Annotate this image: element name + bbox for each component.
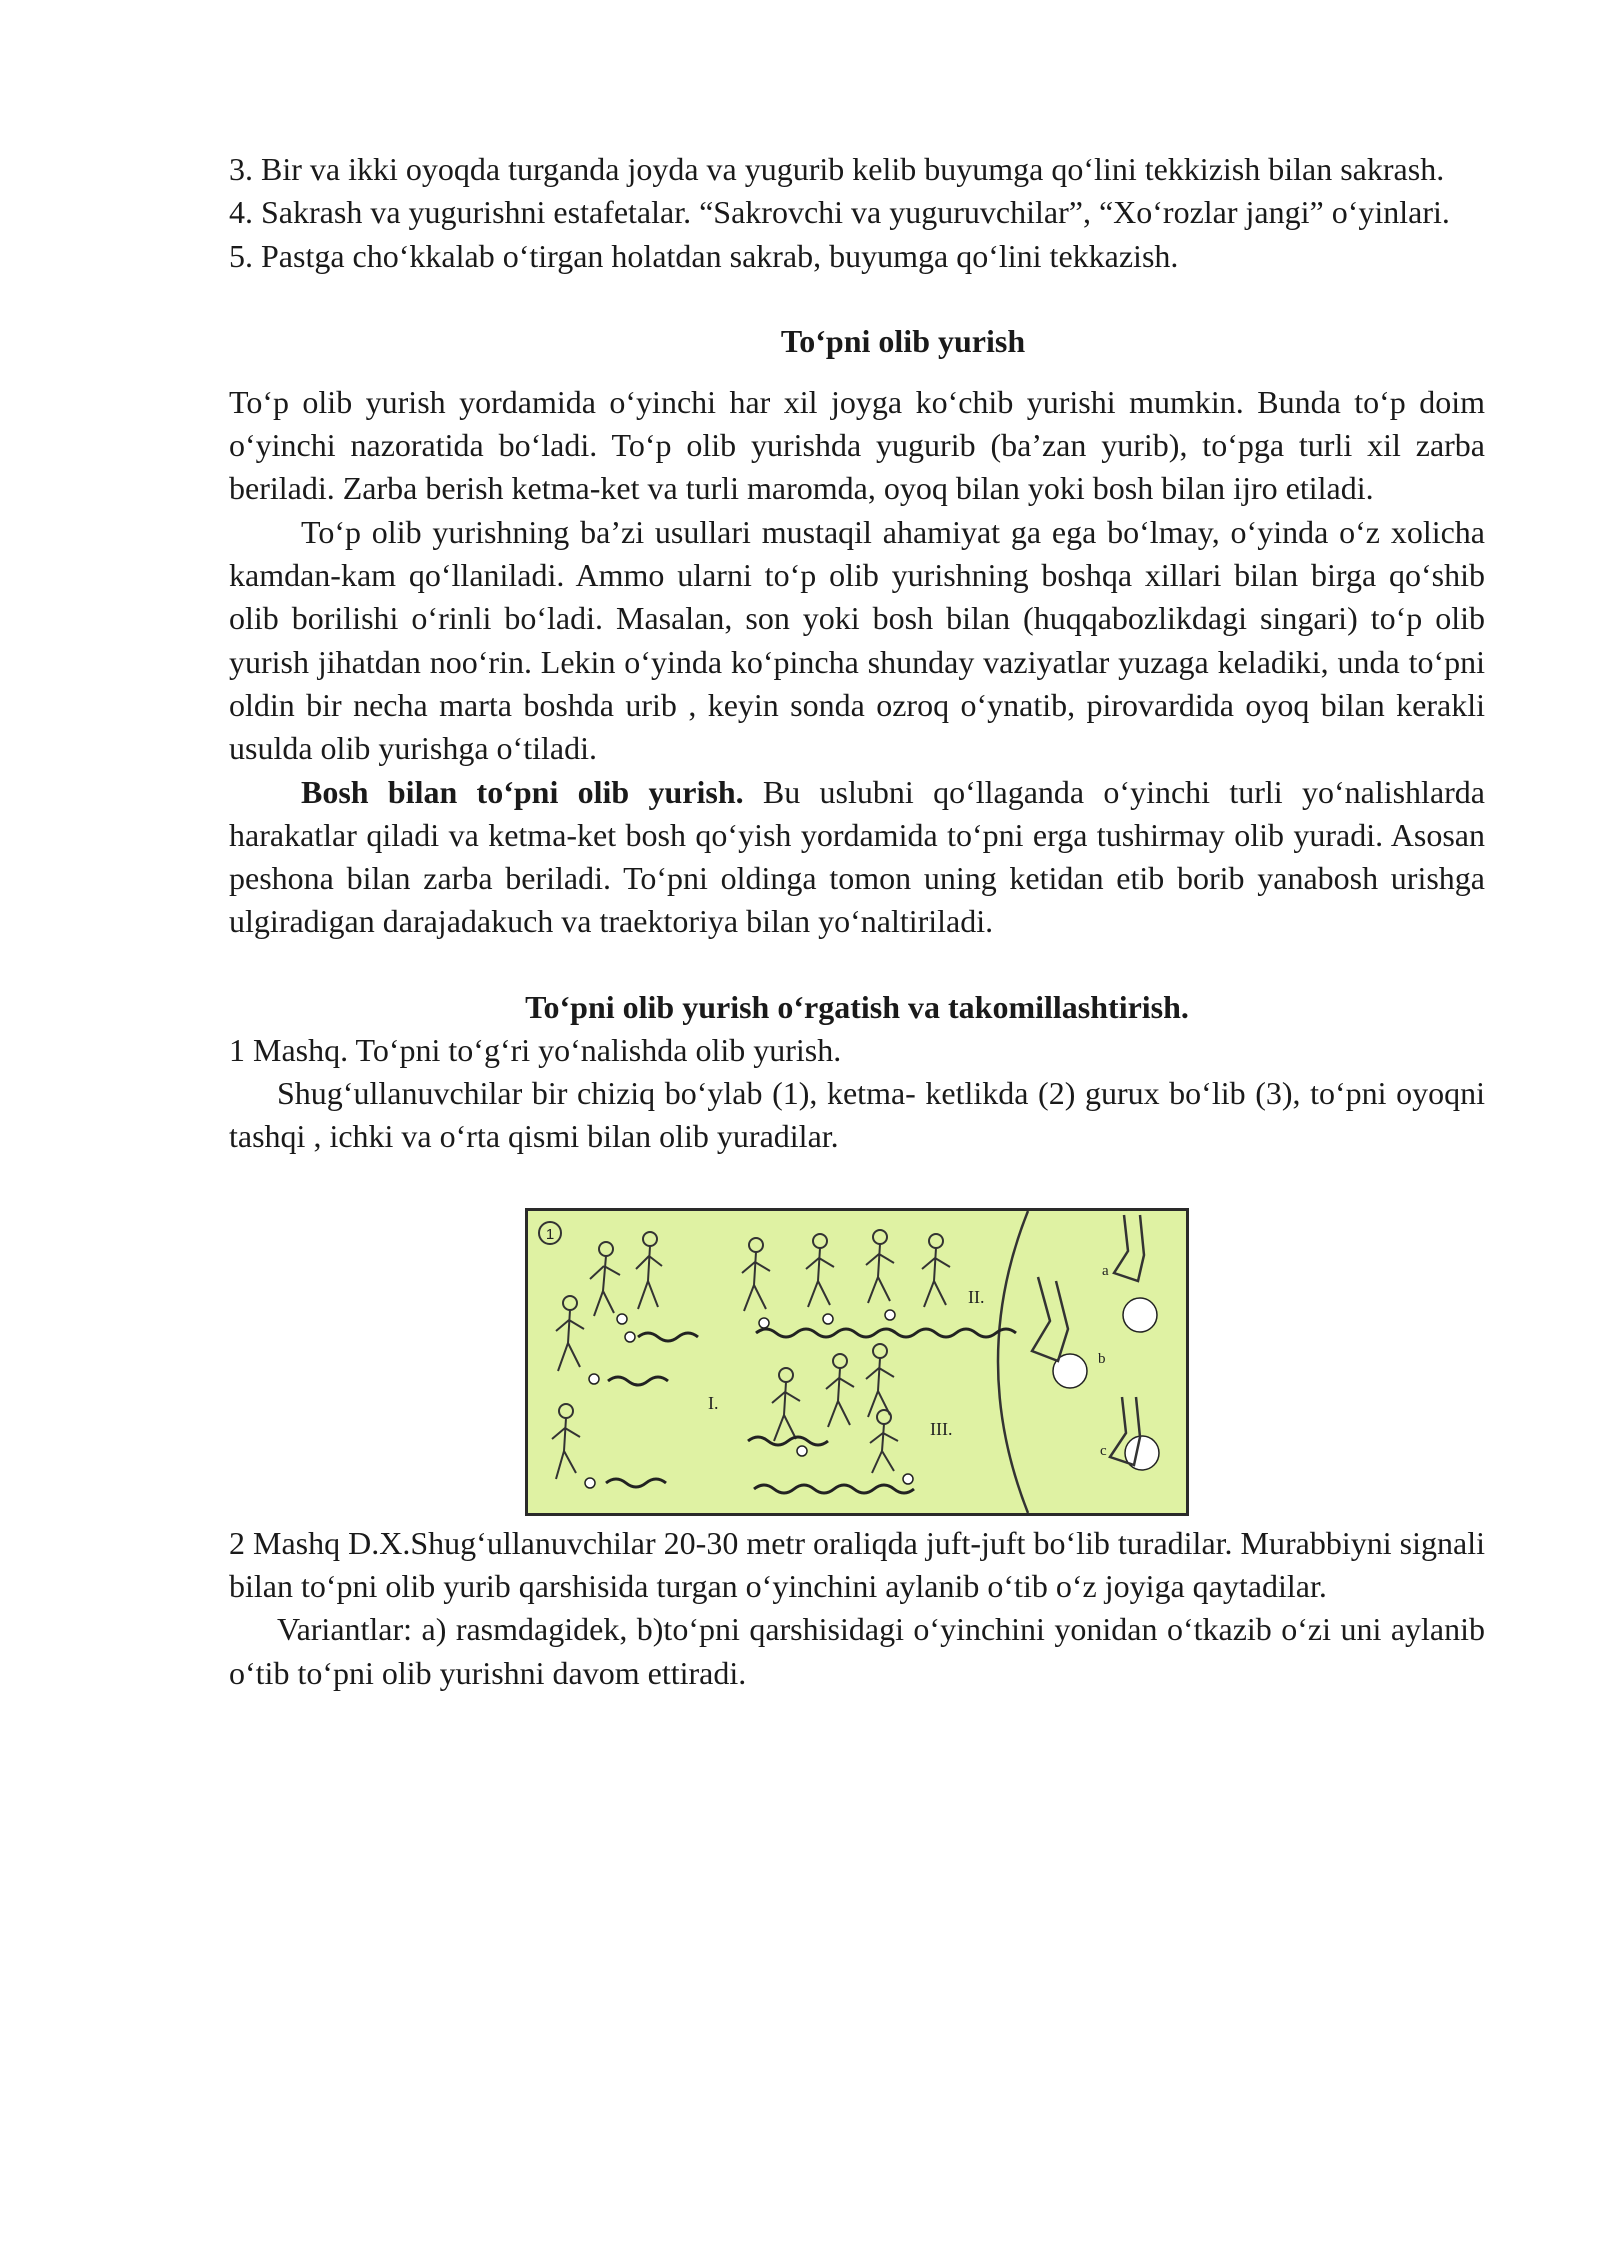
dribble-arrow [606,1479,666,1487]
figure-wrapper [229,1208,1485,1516]
player-figure [636,1232,662,1309]
player-figure [866,1230,894,1303]
balls-group [585,1298,1159,1488]
dribble-arrow [638,1333,698,1341]
label-iii: III. [930,1418,953,1439]
paragraph-methods: To‘p olib yurishning ba’zi usullari mustaqil ahamiyat ga ega bo‘lmay, o‘yinda o‘z xolicha kamdan-kam qo‘llaniladi. Ammo ularni to‘p olib yurishning boshqa xillari bilan birga qo‘shib olib borilishi o‘rinli bo‘ladi. Masalan, son yoki bosh bilan (huqqabozlikdagi singari) to‘p olib yurish jihatdan noo‘rin. Lekin o‘yinda ko‘pincha shunday vaziyatlar yuzaga keladiki, unda to‘pni oldin bir necha marta boshda urib , keyin sonda ozroq o‘ynatib, pirovardida oyoq bilan kerakli usulda olib yurishga o‘tiladi. [229,513,1485,767]
list-item-3: 3. Bir va ikki oyoqda turganda joyda va yugurib kelib buyumga qo‘lini tekkizish bilan sakrash. [229,151,1445,187]
ball-icon [885,1310,895,1320]
foot-a [1114,1215,1144,1281]
dribble-arrow [748,1437,828,1445]
label-i: I. [708,1392,719,1413]
illustration-drawing [528,1211,1186,1513]
labels-group [708,1263,1109,1459]
ball-icon [617,1314,627,1324]
label-ii: II. [968,1286,985,1307]
player-figure [922,1234,950,1307]
player-figure [826,1354,854,1427]
player-figure [772,1368,800,1441]
ball-icon-large [1123,1298,1157,1332]
arc-divider [998,1211,1028,1513]
dribble-arrow [754,1485,914,1493]
player-figure [556,1296,584,1371]
section-heading-dribbling: To‘pni olib yurish [780,322,1026,359]
ball-icon [903,1474,913,1484]
player-figure [742,1238,770,1311]
paragraph-head-dribbling-text: Bu uslubni qo‘llaganda o‘yinchi turli yo‘nalishlarda harakatlar qiladi va ketma-ket bosh qo‘yish yordamida to‘pni erga tushirmay olib yuradi. Asosan peshona bilan zarba beriladi. To‘pni oldinga tomon uning ketidan etib borib yanabosh urishga ulgiradigan darajadakuch va traektoriya bilan yo‘naltiriladi. [229,773,1486,940]
exercise-2-text: 2 Mashq D.X.Shug‘ullanuvchilar 20-30 metr oraliqda juft-juft bo‘lib turadilar. Murabbiyni signali bilan to‘pni olib yurib qarshisida turgan o‘yinchini aylanib o‘tib o‘z joyiga qaytadilar. [229,1524,1485,1604]
player-figure [590,1242,620,1316]
feet-group [1032,1215,1144,1465]
arrows-group [606,1329,1016,1493]
player-figure [552,1404,580,1479]
paragraph-head-dribbling [229,771,1485,944]
player-figure [806,1234,834,1307]
player-figure [870,1410,898,1473]
section-heading-training: To‘pni olib yurish o‘rgatish va takomillashtirish. [525,988,1189,1025]
foot-b [1032,1277,1068,1361]
dribbling-illustration [525,1208,1189,1516]
exercise-1-title: 1 Mashq. To‘pni to‘g‘ri yo‘nalishda olib yurish. [229,1031,842,1068]
label-c: c [1100,1442,1107,1459]
ball-icon [625,1332,635,1342]
players-group [552,1230,953,1479]
label-b: b [1098,1350,1106,1367]
variants-text: Variantlar: a) rasmdagidek, b)to‘pni qarshisidagi o‘yinchini yonidan o‘tkazib o‘zi uni aylanib o‘tib to‘pni olib yurishni davom ettiradi. [229,1611,1485,1691]
bold-term: Bosh bilan to‘pni olib yurish. [301,773,744,810]
ball-icon [797,1446,807,1456]
figure-number: 1 [545,1225,555,1243]
list-item-5: 5. Pastga cho‘kkalab o‘tirgan holatdan sakrab, buyumga qo‘lini tekkazish. [229,237,1179,274]
exercise-1-text: Shug‘ullanuvchilar bir chiziq bo‘ylab (1), ketma- ketlikda (2) gurux bo‘lib (3), to‘pni oyoqni tashqi , ichki va o‘rta qismi bilan olib yuradilar. [229,1075,1485,1155]
ball-icon [759,1318,769,1328]
dribble-arrow [756,1329,1016,1337]
list-item-4: 4. Sakrash va yugurishni estafetalar. “Sakrovchi va yuguruvchilar”, “Xo‘rozlar jangi” o‘yinlari. [229,194,1450,231]
paragraph-intro: To‘p olib yurish yordamida o‘yinchi har xil joyga ko‘chib yurishi mumkin. Bunda to‘p doim o‘yinchi nazoratida bo‘ladi. To‘p olib yurishda yugurib (ba’zan yurib), to‘pga turli xil zarba beriladi. Zarba berish ketma-ket va turli maromda, oyoq bilan yoki bosh bilan ijro etiladi. [229,383,1485,507]
document-page [229,148,1485,1695]
player-figure [866,1344,894,1417]
ball-icon [823,1314,833,1324]
label-a: a [1102,1262,1109,1279]
ball-icon [589,1374,599,1384]
ball-icon [585,1478,595,1488]
dribble-arrow [608,1377,668,1385]
